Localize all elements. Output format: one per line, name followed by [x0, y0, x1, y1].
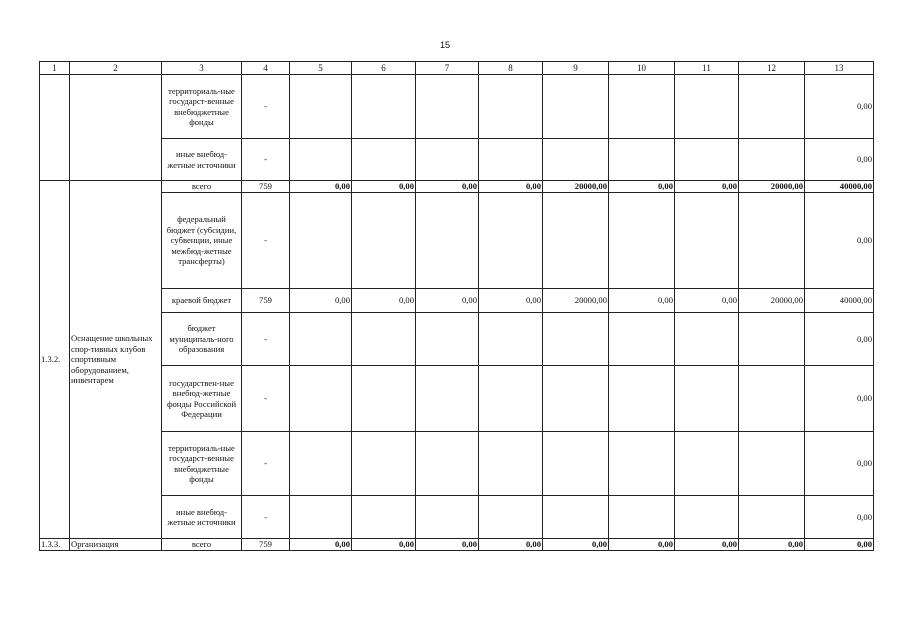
funding-source: всего [162, 539, 242, 551]
item-code-cell [40, 75, 70, 181]
col-header-3: 3 [162, 62, 242, 75]
row-total: 40000,00 [805, 289, 874, 313]
budget-code: 759 [242, 289, 290, 313]
row-total: 0,00 [805, 75, 874, 139]
table-row [40, 496, 874, 539]
funding-source: бюджет муниципаль-ного образования [162, 313, 242, 366]
budget-code: - [242, 313, 290, 366]
value-col-5: 0,00 [290, 181, 352, 193]
budget-code: - [242, 193, 290, 289]
budget-code: - [242, 75, 290, 139]
table-row [40, 432, 874, 496]
row-total: 40000,00 [805, 181, 874, 193]
budget-code: - [242, 139, 290, 181]
table-row [40, 313, 874, 366]
col-header-1: 1 [40, 62, 70, 75]
value-col-10: 0,00 [609, 181, 675, 193]
funding-source: иные внебюд-жетные источники [162, 139, 242, 181]
col-header-7: 7 [416, 62, 479, 75]
budget-code: - [242, 496, 290, 539]
budget-code: 759 [242, 181, 290, 193]
col-header-11: 11 [675, 62, 739, 75]
row-total: 0,00 [805, 313, 874, 366]
value-col-7: 0,00 [416, 181, 479, 193]
page-number: 15 [440, 40, 451, 50]
item-code: 1.3.2. [40, 181, 70, 539]
table-row [40, 366, 874, 432]
value-col-5: 0,00 [290, 289, 352, 313]
budget-code: - [242, 432, 290, 496]
value-col-6: 0,00 [352, 181, 416, 193]
value-col-9: 20000,00 [543, 181, 609, 193]
col-header-5: 5 [290, 62, 352, 75]
table-row [40, 139, 874, 181]
funding-source: территориаль-ные государст-венные внебюджетные фонды [162, 75, 242, 139]
funding-source: всего [162, 181, 242, 193]
row-total: 0,00 [805, 539, 874, 551]
funding-source: территориаль-ные государст-венные внебюджетные фонды [162, 432, 242, 496]
funding-source: иные внебюд-жетные источники [162, 496, 242, 539]
value-col-9: 0,00 [543, 539, 609, 551]
row-total: 0,00 [805, 139, 874, 181]
value-col-6: 0,00 [352, 539, 416, 551]
row-total: 0,00 [805, 366, 874, 432]
value-col-8: 0,00 [479, 289, 543, 313]
value-col-12: 20000,00 [739, 181, 805, 193]
value-col-9: 20000,00 [543, 289, 609, 313]
col-header-12: 12 [739, 62, 805, 75]
col-header-10: 10 [609, 62, 675, 75]
funding-source: государствен-ные внебюд-жетные фонды Российской Федерации [162, 366, 242, 432]
item-name: Организация [70, 539, 162, 551]
col-header-13: 13 [805, 62, 874, 75]
table-row [40, 289, 874, 313]
row-total: 0,00 [805, 193, 874, 289]
column-number-row [40, 62, 874, 75]
value-col-8: 0,00 [479, 539, 543, 551]
item-name-cell [70, 75, 162, 181]
col-header-9: 9 [543, 62, 609, 75]
value-col-10: 0,00 [609, 539, 675, 551]
col-header-2: 2 [70, 62, 162, 75]
item-name: Оснащение школьных спор-тивных клубов спортивным оборудованием, инвентарем [70, 181, 162, 539]
row-total: 0,00 [805, 496, 874, 539]
value-col-7: 0,00 [416, 539, 479, 551]
col-header-6: 6 [352, 62, 416, 75]
value-col-10: 0,00 [609, 289, 675, 313]
value-col-5: 0,00 [290, 539, 352, 551]
budget-code: 759 [242, 539, 290, 551]
value-col-12: 20000,00 [739, 289, 805, 313]
col-header-8: 8 [479, 62, 543, 75]
value-col-12: 0,00 [739, 539, 805, 551]
value-col-11: 0,00 [675, 539, 739, 551]
value-col-7: 0,00 [416, 289, 479, 313]
table-row [40, 181, 874, 193]
funding-source: краевой бюджет [162, 289, 242, 313]
budget-table [39, 61, 874, 551]
table-row [40, 539, 874, 551]
value-col-11: 0,00 [675, 181, 739, 193]
value-col-11: 0,00 [675, 289, 739, 313]
value-col-8: 0,00 [479, 181, 543, 193]
table-row [40, 75, 874, 139]
funding-source: федеральный бюджет (субсидии, субвенции, иные межбюд-жетные трансферты) [162, 193, 242, 289]
item-code: 1.3.3. [40, 539, 70, 551]
value-col-6: 0,00 [352, 289, 416, 313]
budget-code: - [242, 366, 290, 432]
row-total: 0,00 [805, 432, 874, 496]
col-header-4: 4 [242, 62, 290, 75]
table-row [40, 193, 874, 289]
